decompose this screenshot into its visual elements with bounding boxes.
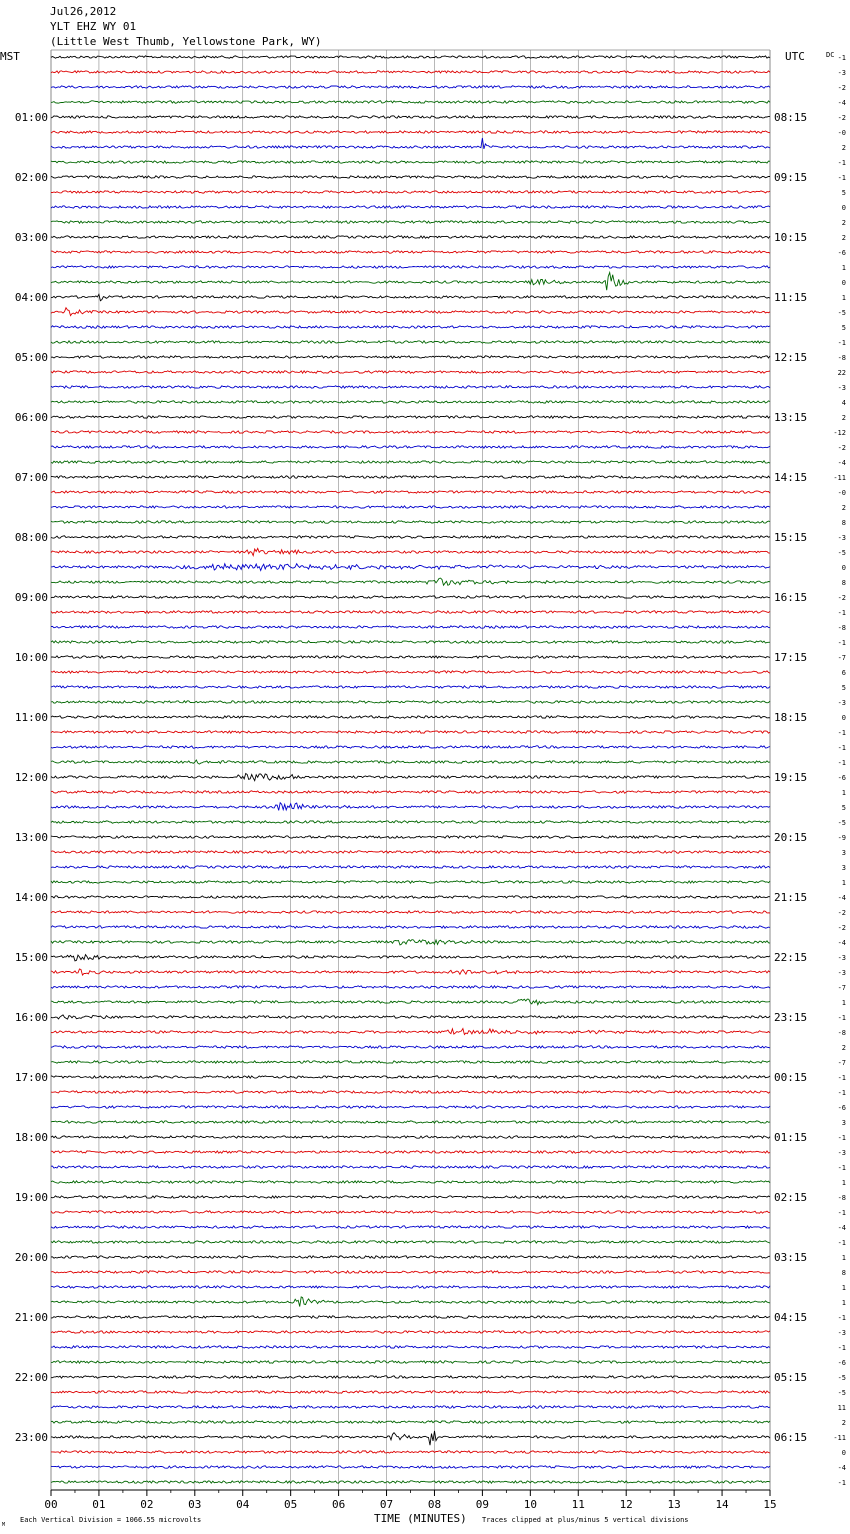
hour-label-left: 04:00 <box>14 291 48 304</box>
scale-note: Each Vertical Division = 1066.55 microvolts <box>20 1516 202 1524</box>
trace-row-94 <box>51 1466 770 1468</box>
hour-label-left: 19:00 <box>14 1191 48 1204</box>
trace-row-33 <box>51 548 770 555</box>
hour-label-right: 14:15 <box>774 471 808 484</box>
dc-offset: 8 <box>841 579 846 587</box>
dc-offset: -1 <box>837 174 846 182</box>
x-tick-label: 09 <box>475 1498 490 1511</box>
trace-row-24 <box>51 416 770 418</box>
dc-offset: -4 <box>837 939 846 947</box>
trace-row-76 <box>51 1196 770 1198</box>
trace-row-37 <box>51 611 770 613</box>
trace-row-45 <box>51 731 770 733</box>
hour-label-left: 09:00 <box>14 591 48 604</box>
hour-label-right: 21:15 <box>774 891 808 904</box>
trace-row-70 <box>51 1106 770 1108</box>
hour-label-right: 06:15 <box>774 1431 808 1444</box>
trace-row-42 <box>51 686 770 688</box>
hour-label-right: 11:15 <box>774 291 808 304</box>
dc-offset: -0 <box>837 489 846 497</box>
trace-row-84 <box>51 1316 770 1318</box>
trace-row-43 <box>51 701 770 703</box>
trace-row-72 <box>51 1136 770 1138</box>
dc-offset: -1 <box>837 729 846 737</box>
trace-row-36 <box>51 596 770 598</box>
dc-offset: 3 <box>841 849 846 857</box>
clip-note: Traces clipped at plus/minus 5 vertical divisions <box>482 1516 689 1524</box>
x-tick-label: 03 <box>188 1498 202 1511</box>
dc-offset: 2 <box>841 414 846 422</box>
dc-offset: 2 <box>841 1044 846 1052</box>
dc-offset: -1 <box>837 1014 846 1022</box>
dc-offset: -1 <box>837 1239 846 1247</box>
dc-offset: -2 <box>837 444 846 452</box>
dc-offset: 2 <box>841 1419 846 1427</box>
hour-label-right: 23:15 <box>774 1011 808 1024</box>
trace-row-55 <box>51 881 770 883</box>
dc-offset: -1 <box>837 1089 846 1097</box>
hour-label-left: 02:00 <box>14 171 48 184</box>
traces <box>51 56 770 1483</box>
trace-row-16 <box>51 294 770 300</box>
dc-offset: -4 <box>837 99 846 107</box>
dc-offset: -1 <box>837 159 846 167</box>
trace-row-28 <box>51 476 770 478</box>
hour-label-left: 03:00 <box>14 231 48 244</box>
dc-offset: 2 <box>841 504 846 512</box>
dc-offset: 5 <box>841 804 846 812</box>
hour-label-right: 19:15 <box>774 771 808 784</box>
trace-row-95 <box>51 1481 770 1483</box>
x-tick-label: 11 <box>571 1498 585 1511</box>
trace-row-49 <box>51 791 770 793</box>
dc-offset: 8 <box>841 1269 846 1277</box>
trace-row-9 <box>51 191 770 193</box>
hour-label-right: 09:15 <box>774 171 808 184</box>
dc-offset: -6 <box>837 249 846 257</box>
x-tick-label: 00 <box>44 1498 58 1511</box>
dc-offset: -1 <box>837 1479 846 1487</box>
dc-offset: -3 <box>837 69 846 77</box>
dc-offset: 8 <box>841 519 846 527</box>
x-tick-label: 08 <box>427 1498 442 1511</box>
dc-offset: -5 <box>837 549 846 557</box>
hour-label-left: 20:00 <box>14 1251 48 1264</box>
x-tick-label: 02 <box>140 1498 154 1511</box>
trace-row-68 <box>51 1076 770 1078</box>
left-timezone-label: MST <box>0 50 20 63</box>
dc-offset: -1 <box>837 1314 846 1322</box>
hour-label-right: 18:15 <box>774 711 808 724</box>
trace-row-50 <box>51 803 770 811</box>
trace-row-8 <box>51 176 770 178</box>
hour-label-left: 08:00 <box>14 531 48 544</box>
trace-row-38 <box>51 626 770 628</box>
trace-row-41 <box>51 671 770 673</box>
dc-offset: -5 <box>837 819 846 827</box>
trace-row-19 <box>51 341 770 343</box>
trace-row-83 <box>51 1297 770 1307</box>
x-tick-label: 12 <box>619 1498 633 1511</box>
hour-label-left: 18:00 <box>14 1131 48 1144</box>
trace-row-58 <box>51 926 770 928</box>
dc-offset: 0 <box>841 714 846 722</box>
trace-row-48 <box>51 774 770 781</box>
x-axis <box>44 1490 776 1511</box>
dc-offset: -5 <box>837 1374 846 1382</box>
trace-row-6 <box>51 138 770 149</box>
hour-label-right: 00:15 <box>774 1071 808 1084</box>
dc-offset: 2 <box>841 144 846 152</box>
trace-row-12 <box>51 236 770 238</box>
dc-offset: -1 <box>837 609 846 617</box>
x-tick-label: 06 <box>331 1498 346 1511</box>
dc-offset: -5 <box>837 1389 846 1397</box>
dc-offset: -2 <box>837 84 846 92</box>
trace-row-2 <box>51 86 770 88</box>
trace-row-10 <box>51 206 770 208</box>
trace-row-54 <box>51 866 770 868</box>
station-code: YLT EHZ WY 01 <box>50 20 137 33</box>
dc-offset: -1 <box>837 639 846 647</box>
trace-row-74 <box>51 1166 770 1168</box>
hour-label-left: 14:00 <box>14 891 48 904</box>
dc-offset: 11 <box>837 1404 846 1412</box>
dc-offset: -8 <box>837 624 846 632</box>
hour-label-right: 08:15 <box>774 111 808 124</box>
trace-row-87 <box>51 1361 770 1363</box>
hour-label-right: 04:15 <box>774 1311 808 1324</box>
hour-label-right: 16:15 <box>774 591 808 604</box>
trace-row-92 <box>51 1431 770 1445</box>
trace-row-26 <box>51 446 770 448</box>
trace-row-59 <box>51 940 770 945</box>
dc-offset: 6 <box>841 669 846 677</box>
dc-offset: -1 <box>837 339 846 347</box>
x-tick-label: 13 <box>667 1498 681 1511</box>
dc-offset: -4 <box>837 1224 846 1232</box>
trace-row-27 <box>51 461 770 463</box>
grid-lines <box>51 50 770 1490</box>
trace-row-34 <box>51 564 770 571</box>
dc-offset: 1 <box>841 1254 846 1262</box>
trace-row-44 <box>51 716 770 718</box>
dc-offset: -7 <box>837 654 846 662</box>
dc-offset: -1 <box>837 1344 846 1352</box>
trace-row-67 <box>51 1061 770 1063</box>
hour-label-right: 13:15 <box>774 411 808 424</box>
x-tick-label: 05 <box>284 1498 298 1511</box>
dc-offset: 2 <box>841 219 846 227</box>
trace-row-23 <box>51 401 770 403</box>
trace-row-56 <box>51 896 770 898</box>
hour-label-left: 17:00 <box>14 1071 48 1084</box>
trace-row-89 <box>51 1391 770 1393</box>
dc-offset: 0 <box>841 279 846 287</box>
hour-label-right: 22:15 <box>774 951 808 964</box>
trace-row-82 <box>51 1286 770 1288</box>
dc-offset: 1 <box>841 999 846 1007</box>
trace-row-47 <box>51 760 770 764</box>
x-tick-label: 15 <box>763 1498 777 1511</box>
trace-row-39 <box>51 641 770 643</box>
trace-row-15 <box>51 273 770 291</box>
chart-date: Jul26,2012 <box>50 5 117 18</box>
hour-label-left: 23:00 <box>14 1431 48 1444</box>
trace-row-88 <box>51 1376 770 1378</box>
hour-label-left: 16:00 <box>14 1011 48 1024</box>
dc-offset: -11 <box>833 474 846 482</box>
trace-row-35 <box>51 578 770 585</box>
hour-label-right: 02:15 <box>774 1191 808 1204</box>
station-location: (Little West Thumb, Yellowstone Park, WY) <box>50 35 322 48</box>
dc-offset: -8 <box>837 1029 846 1037</box>
x-axis-label: TIME (MINUTES) <box>374 1512 467 1525</box>
trace-row-81 <box>51 1271 770 1273</box>
dc-offset: 4 <box>841 399 846 407</box>
x-tick-label: 07 <box>379 1498 394 1511</box>
dc-offset: 22 <box>837 369 846 377</box>
hour-label-left: 22:00 <box>14 1371 48 1384</box>
trace-row-22 <box>51 386 770 388</box>
trace-row-91 <box>51 1421 770 1423</box>
trace-row-53 <box>51 851 770 853</box>
hour-label-left: 07:00 <box>14 471 48 484</box>
hour-label-right: 03:15 <box>774 1251 808 1264</box>
dc-offset: -12 <box>833 429 846 437</box>
hour-label-left: 01:00 <box>14 111 48 124</box>
trace-row-1 <box>51 71 770 73</box>
dc-offset: 3 <box>841 1119 846 1127</box>
trace-row-93 <box>51 1451 770 1453</box>
dc-offset: 1 <box>841 879 846 887</box>
dc-offset: -2 <box>837 924 846 932</box>
dc-offset: -9 <box>837 834 846 842</box>
x-tick-label: 04 <box>236 1498 250 1511</box>
dc-offset: 1 <box>841 1299 846 1307</box>
hour-label-right: 12:15 <box>774 351 808 364</box>
dc-offset: -8 <box>837 354 846 362</box>
right-timezone-label: UTC <box>785 50 805 63</box>
dc-offset: 5 <box>841 684 846 692</box>
dc-offset: -1 <box>837 1074 846 1082</box>
trace-row-80 <box>51 1256 770 1258</box>
hour-label-left: 06:00 <box>14 411 48 424</box>
dc-offset: -1 <box>837 1209 846 1217</box>
trace-row-71 <box>51 1121 770 1123</box>
dc-offset: -4 <box>837 1464 846 1472</box>
dc-offset: -3 <box>837 384 846 392</box>
hour-label-left: 12:00 <box>14 771 48 784</box>
x-tick-label: 01 <box>92 1498 106 1511</box>
dc-offset: 1 <box>841 789 846 797</box>
dc-offset: 1 <box>841 1284 846 1292</box>
trace-row-64 <box>51 1015 770 1019</box>
dc-offset: -1 <box>837 54 846 62</box>
hour-label-right: 15:15 <box>774 531 808 544</box>
trace-row-73 <box>51 1151 770 1153</box>
dc-label: DC <box>826 51 835 59</box>
trace-row-61 <box>51 969 770 975</box>
trace-row-0 <box>51 56 770 58</box>
trace-row-90 <box>51 1406 770 1408</box>
trace-row-60 <box>51 955 770 961</box>
dc-offset: -11 <box>833 1434 846 1442</box>
dc-offset: -3 <box>837 699 846 707</box>
corner-mark: M <box>2 1522 6 1528</box>
hour-label-right: 05:15 <box>774 1371 808 1384</box>
dc-offset: -1 <box>837 759 846 767</box>
hour-label-right: 01:15 <box>774 1131 808 1144</box>
dc-offset: 1 <box>841 1179 846 1187</box>
dc-offset: 2 <box>841 234 846 242</box>
trace-row-63 <box>51 999 770 1005</box>
dc-offsets <box>833 54 846 1487</box>
trace-row-79 <box>51 1241 770 1243</box>
trace-row-25 <box>51 431 770 433</box>
dc-offset: 0 <box>841 204 846 212</box>
hour-label-right: 10:15 <box>774 231 808 244</box>
hour-label-left: 15:00 <box>14 951 48 964</box>
dc-offset: -2 <box>837 909 846 917</box>
trace-row-4 <box>51 116 770 118</box>
dc-offset: -6 <box>837 1104 846 1112</box>
hour-label-right: 17:15 <box>774 651 808 664</box>
dc-offset: 3 <box>841 864 846 872</box>
hour-label-left: 11:00 <box>14 711 48 724</box>
hour-label-right: 20:15 <box>774 831 808 844</box>
dc-offset: -7 <box>837 984 846 992</box>
x-tick-label: 14 <box>715 1498 729 1511</box>
trace-row-66 <box>51 1046 770 1048</box>
trace-row-46 <box>51 746 770 748</box>
trace-row-21 <box>51 371 770 373</box>
trace-row-77 <box>51 1211 770 1213</box>
dc-offset: -5 <box>837 309 846 317</box>
hour-label-left: 10:00 <box>14 651 48 664</box>
trace-row-69 <box>51 1091 770 1093</box>
dc-offset: 0 <box>841 564 846 572</box>
trace-row-17 <box>51 308 770 316</box>
dc-offset: -2 <box>837 114 846 122</box>
trace-row-86 <box>51 1346 770 1348</box>
dc-offset: -3 <box>837 1149 846 1157</box>
dc-offset: 1 <box>841 264 846 272</box>
hour-label-left: 21:00 <box>14 1311 48 1324</box>
dc-offset: 0 <box>841 1449 846 1457</box>
trace-row-40 <box>51 656 770 658</box>
dc-offset: -1 <box>837 744 846 752</box>
trace-row-65 <box>51 1029 770 1035</box>
dc-offset: 5 <box>841 324 846 332</box>
dc-offset: -3 <box>837 969 846 977</box>
dc-offset: -3 <box>837 1329 846 1337</box>
dc-offset: -3 <box>837 954 846 962</box>
trace-row-75 <box>51 1181 770 1183</box>
dc-offset: -8 <box>837 1194 846 1202</box>
trace-row-14 <box>51 266 770 268</box>
trace-row-32 <box>51 536 770 538</box>
dc-offset: -4 <box>837 459 846 467</box>
trace-row-11 <box>51 221 770 223</box>
trace-row-20 <box>51 356 770 358</box>
trace-row-29 <box>51 491 770 493</box>
dc-offset: -4 <box>837 894 846 902</box>
dc-offset: -2 <box>837 594 846 602</box>
dc-offset: -1 <box>837 1164 846 1172</box>
dc-offset: 1 <box>841 294 846 302</box>
trace-row-3 <box>51 101 770 103</box>
trace-row-30 <box>51 506 770 508</box>
dc-offset: -6 <box>837 1359 846 1367</box>
dc-offset: -6 <box>837 774 846 782</box>
trace-row-78 <box>51 1226 770 1228</box>
dc-offset: -0 <box>837 129 846 137</box>
dc-offset: -3 <box>837 534 846 542</box>
dc-offset: 5 <box>841 189 846 197</box>
trace-row-62 <box>51 986 770 988</box>
trace-row-13 <box>51 251 770 253</box>
x-tick-label: 10 <box>523 1498 537 1511</box>
dc-offset: -7 <box>837 1059 846 1067</box>
dc-offset: -1 <box>837 1134 846 1142</box>
trace-row-85 <box>51 1331 770 1333</box>
trace-row-52 <box>51 836 770 838</box>
trace-row-51 <box>51 821 770 823</box>
trace-row-5 <box>51 131 770 133</box>
hour-label-left: 05:00 <box>14 351 48 364</box>
trace-row-57 <box>51 911 770 913</box>
trace-row-18 <box>51 326 770 328</box>
trace-row-7 <box>51 161 770 163</box>
hour-label-left: 13:00 <box>14 831 48 844</box>
trace-row-31 <box>51 521 770 523</box>
